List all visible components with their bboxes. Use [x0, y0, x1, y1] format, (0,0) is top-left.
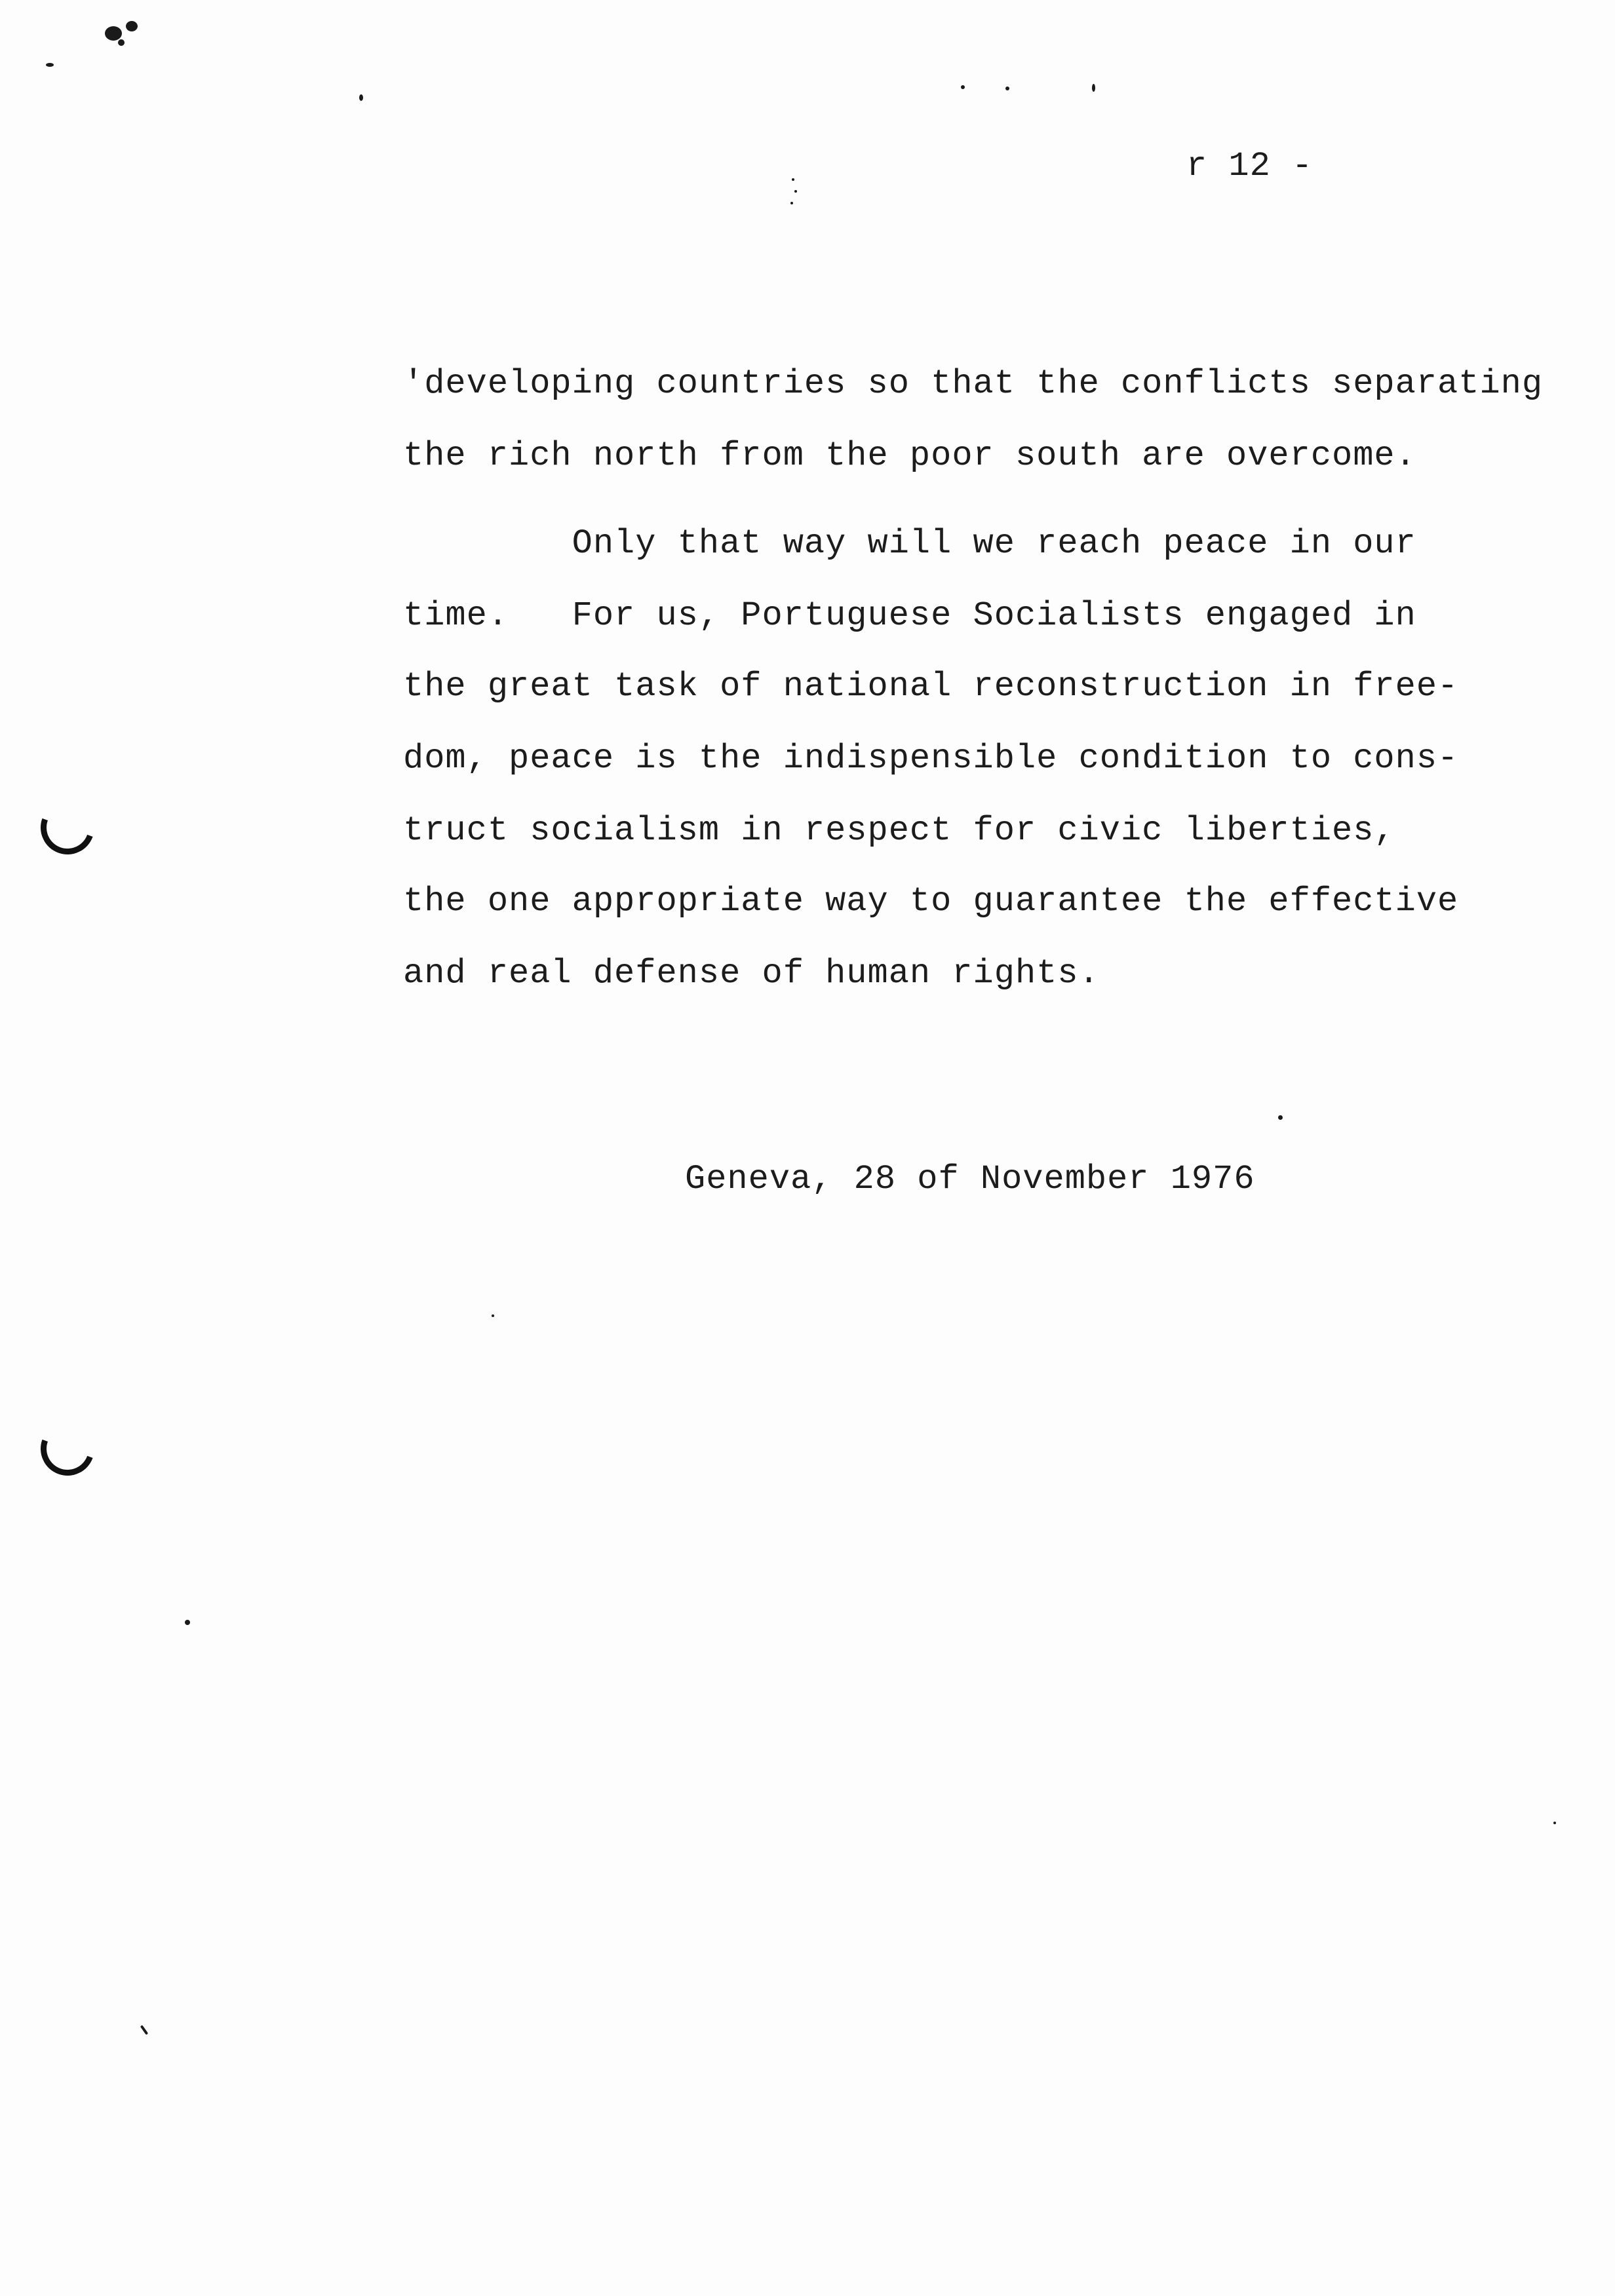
ink-speck	[790, 202, 793, 204]
place-date: Geneva, 28 of November 1976	[685, 1160, 1255, 1198]
ink-speck	[1005, 86, 1009, 90]
body-line: 'developing countries so that the conflicts separating	[403, 364, 1544, 403]
ink-speck	[105, 26, 122, 41]
body-line: the rich north from the poor south are overcome.	[403, 436, 1416, 475]
body-line: and real defense of human rights.	[403, 954, 1100, 993]
body-line: the great task of national reconstruction in free-	[403, 667, 1459, 706]
ink-speck	[359, 94, 363, 101]
ink-speck	[492, 1314, 494, 1317]
body-line: time. For us, Portuguese Socialists engaged in	[403, 596, 1416, 635]
ink-speck	[792, 178, 794, 181]
ink-speck	[46, 63, 54, 67]
ink-speck	[126, 21, 138, 31]
body-line: the one appropriate way to guarantee the effective	[403, 882, 1459, 921]
ink-speck	[1553, 1822, 1556, 1824]
ink-speck	[1278, 1115, 1283, 1120]
ink-speck	[185, 1620, 190, 1625]
punch-hole-mark	[32, 792, 104, 864]
body-line: truct socialism in respect for civic liberties,	[403, 811, 1395, 850]
page-number: r 12 -	[1186, 147, 1313, 185]
ink-speck	[961, 85, 965, 89]
ink-speck	[140, 2025, 148, 2035]
body-line: Only that way will we reach peace in our	[403, 524, 1416, 563]
ink-speck	[1092, 84, 1095, 92]
ink-speck	[118, 39, 125, 46]
punch-hole-mark	[32, 1413, 104, 1485]
ink-speck	[794, 190, 797, 193]
body-line: dom, peace is the indispensible condition to cons-	[403, 739, 1459, 778]
